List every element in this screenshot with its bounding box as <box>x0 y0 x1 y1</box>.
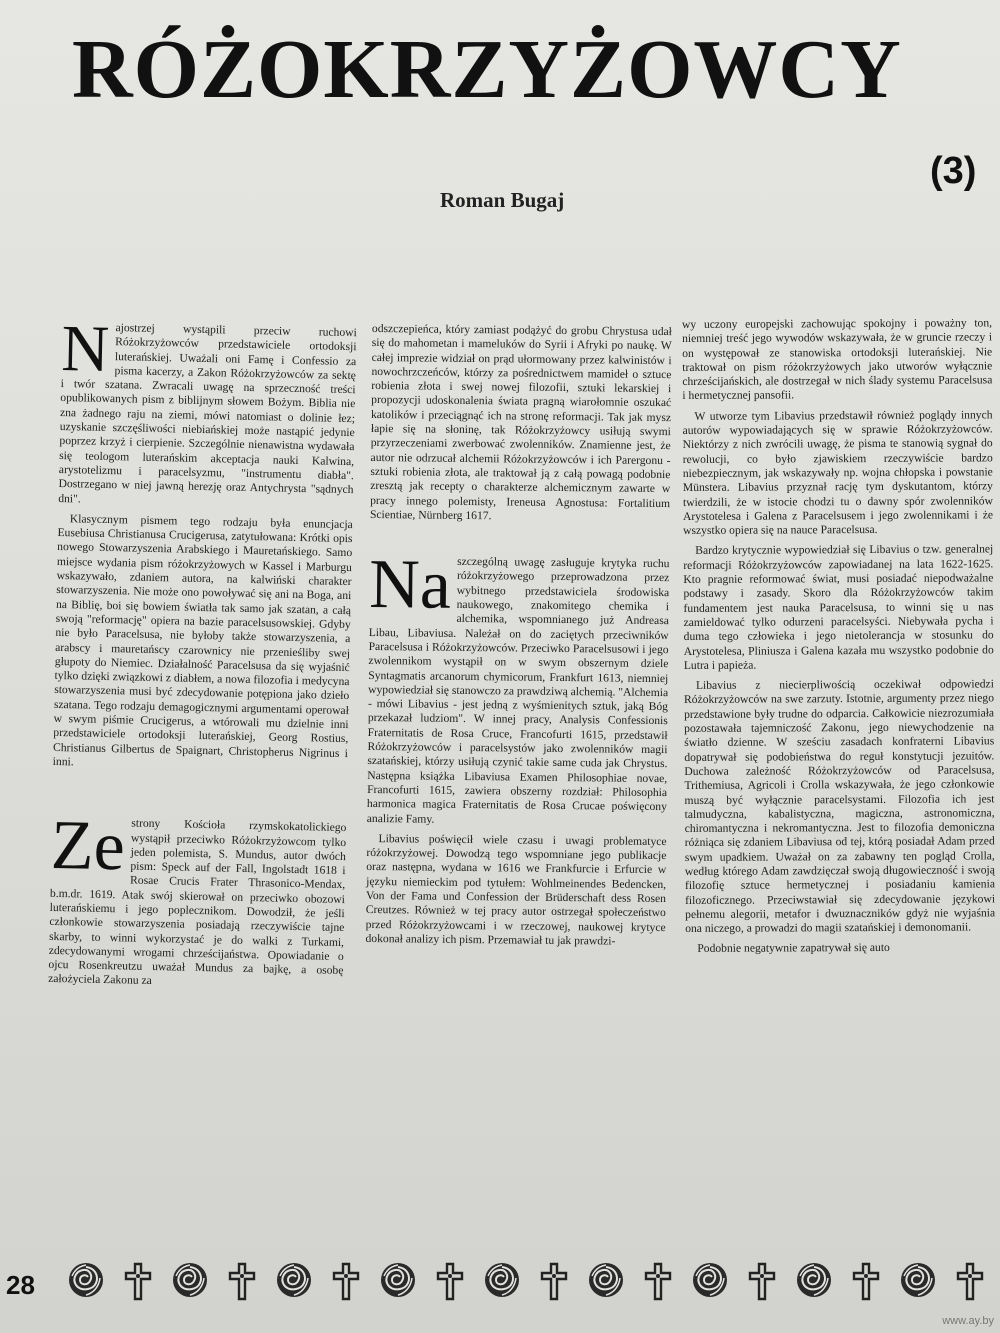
paragraph <box>366 546 670 829</box>
text-column-2 <box>365 322 672 955</box>
cross-icon <box>950 1258 990 1302</box>
rose-icon <box>690 1258 730 1302</box>
text-column-3 <box>682 316 995 962</box>
paragraph <box>48 807 347 993</box>
cross-icon <box>846 1258 886 1302</box>
rose-icon <box>274 1258 314 1302</box>
paragraph: W utworze tym Libavius przedstawił również poglądy innych autorów wypowiadających się w sprawie Różokrzyżowców. Niektórzy z nich zwrócili uwagę, że pisma te stanowią sygnał do rewolucji, co było zjawiskiem rzeczywiście bardzo niebezpiecznym, jak wskazywały np. wojna chłopska i powstanie Münstera. Libavius przyznał rację tym dyskutantom, którzy twierdzili, że w istocie chodzi tu o dawny spór zwolenników Arystotelesa i Galena z Paracelsusem i jego zwolennikami i że wszystko opiera się na nauce Paracelsusa. <box>682 408 994 538</box>
article-title: RÓŻOKRZYŻOWCY <box>72 23 902 116</box>
paragraph: Libavius poświęcił wiele czasu i uwagi problematyce różokrzyżowej. Dowodzą tego wspomniane jego publikacje oraz następna, wydana w 1616 we Frankfurcie i Erfurcie w języku niemieckim pod tytułem: Wohlmeinendes Bedencken, Von der Fama und Confession der Brüderschaft dess Rosen Creutzes. Również w tej pracy autor ostrzegał społeczeństwo przed Różokrzyżowcami i w rzeczowej, naukowej krytyce dokonał analizy ich pism. Przemawiał tu jak prawdzi- <box>365 831 667 948</box>
cross-icon <box>118 1258 158 1302</box>
paragraph: Libavius z niecierpliwością oczekiwał odpowiedzi Różokrzyżowców na swe zarzuty. Istotnie, argumenty przez niego przedstawione były trudne do odparcia. Całkowicie niezrozumiała pozostawała tajemniczość Zakonu, jego niewychodzenie na światło dzienne. W sześciu zasadach konfraterni Libavius dopatrywał się podobieństwa do reguł konstytucji jezuitów. Duchowa zależność Różokrzyżowców od Paracelsusa, Trithemiusa, Agricoli i Crolla wskazywała, że jego członkowie muszą być wyłącznie paracelsystami. Filozofia ich jest talmudyczna, kabalistyczna, magiczna, astronomiczna, chiromantyczna i nekromantyczna. Jest to filozofia demoniczna różniąca się zdaniem Libaviusa od tej, którą posiadał Adam przed swym upadkiem. Uważał on za zabawny ten pogląd Crolla, według którego Adam zawdzięczał swoją długowieczność i swoją filozofię sztuce hermetycznej i posiadaniu kamienia filozoficznego. Przeciwstawiał się zdecydowanie językowi pełnemu alegorii, metafor i dwuznaczników gdyż nie wyjaśnia ona niczego, a prowadzi do magii szatańskiej i demonomanii. <box>683 677 996 936</box>
rose-icon <box>66 1258 106 1302</box>
author-name: Roman Bugaj <box>440 188 565 212</box>
text-column-1 <box>48 312 357 999</box>
paragraph-text: szczególną uwagę zasługuje krytyka ruchu różokrzyżowego przeprowadzona przez wybitnego przedstawiciela środowiska naukowego, znakomitego chemika i alchemika, wspomnianego już Andreasa Libau, Libaviusa. Należał on do zaciętych przeciwników Paracelsusa i Różokrzyżowców. Przeciwko Paracelsusowi i jego zwolennikom wystąpił on w swym obszernym dziele Syntagmatis arcanorum chymicorum, Frankfurt 1613, niemniej wypowiedział się stanowczo za prawdziwą alchemią. "Alchemia - mówi Libavius - jest jedną z wyśmienitych sztuk, jaką Bóg przekazał ludziom". W innej pracy, Analysis Confessionis Fraternitatis de Rosa Cruce, Francofurti 1615, przedstawił Różokrzyżowców i paracelsystów jako zwolenników magii szatańskiej, którzy usiłują czynić takie same cuda jak Chrystus. Następna książka Libaviusa Examen Philosophiae novae, Francofurti 1615, zawiera obszerny rozdział: Philosophia harmonica magica Fraternitatis de Rosa Crucae poświęcony analizie Famy. <box>366 555 670 826</box>
paragraph <box>58 312 357 512</box>
drop-cap: Na <box>368 546 452 624</box>
paragraph-text: strony Kościoła rzymskokatolickiego wystąpił przeciwko Różokrzyżowcom tylko jeden polemista, S. Mundus, autor dwóch pism: Speck auf der Fall, Ingolstadt 1618 i Rosae Crucis Frater Thrasonico-Mendax, b.m.dr. 1619. Atak swój skierował on przeciwko obozowi luterańskiemu i jego poplecznikom. Dowodził, że jeśli członkowie stowarzyszenia posiadają rzeczywiście tajne skarby, to winni wykorzystać je do walki z Turkami, zdecydowanymi wrogami chrześcijaństwa. Opowiadanie o ojcu Rosenkreutzu uważał Mundus za bajkę, a osobę założyciela Zakonu za <box>48 816 347 988</box>
ornament-border <box>66 1250 1000 1310</box>
cross-icon <box>430 1258 470 1302</box>
rose-icon <box>586 1258 626 1302</box>
drop-cap: Ze <box>50 807 126 886</box>
cross-icon <box>222 1258 262 1302</box>
drop-cap: N <box>60 312 110 386</box>
rose-icon <box>378 1258 418 1302</box>
paragraph: Podobnie negatywnie zapatrywał się auto <box>697 941 890 956</box>
rose-icon <box>482 1258 522 1302</box>
rose-icon <box>898 1258 938 1302</box>
watermark: www.ay.by <box>942 1315 994 1327</box>
cross-icon <box>326 1258 366 1302</box>
cross-icon <box>638 1258 678 1302</box>
paragraph: Klasycznym pismem tego rodzaju była enuncjacja Eusebiusa Christianusa Crucigerusa, zatytułowana: Krótki opis nowego Stowarzyszenia Arabskiego i Mauretańskiego. Samo miejsce wydania pism różokrzyżowych w Kassel i Marburgu wskazywało, zdaniem autora, na kalwiński charakter stowarzyszenia. Nie może ono powoływać się ani na Boga, ani na Biblię, boi się bowiem światła tak samo jak szatan, a całą swoją "reformację" opiera na bazie paracelsusowskiej. Gdyby nie było Paracelsusa, nie byłoby także stowarzyszenia, a arabscy i mauretańscy czarownicy nie przenieśliby swej głupoty do Niemiec. Działalność Paracelsusa da się wyjaśnić tylko dzięki związkowi z diabłem, a nowa filozofia i medycyna stowarzyszenia musi być zdecydowanie potępiona jako dzieło szatana. Tego rodzaju demagogicznymi argumentami operował w swym piśmie Crucigerus, a wtórowali mu dzielnie inni przedstawiciele ortodoksji luterańskiej, Georg Rostius, Christianus Gilbertus de Spaignart, Christopherus Nigrinus i inni. <box>52 512 353 769</box>
paragraph: wy uczony europejski zachowując spokojny i poważny ton, niemniej treść jego wywodów wskazywała, że w gruncie rzeczy i on występował ze stanowiska ortodoksji luterańskiej. Nie traktował on pism różokrzyżowych jako utworów wyłącznie chrześcijańskich, ale dostrzegał w nich ślady systemu Paracelsusa i hermetycznej pansofii. <box>682 316 993 403</box>
paragraph: odszczepieńca, który zamiast podążyć do grobu Chrystusa udał się do mahometan i mameluków do Syrii i Afryki po naukę. W całej imprezie widział on prąd ułormowany przez kalwinistów i nowochrzczeńców, którzy za pośrednictwem mamideł o sztuce robienia złota i swej nowej filozofii, sztuki lekarskiej i propozycji udoskonalenia świata pragną wiarołomnie oszukać katolików i przeciągnąć ich na stronę reformacji. Tak jak mysz łapie się na słoninę, tak Różokrzyżowcy usiłują swymi przyrzeczeniami zwerbować zwolenników. Znamienne jest, że autor nie odrzucał alchemii Różokrzyżowców i ich Parergonu - sztuki robienia złota, ale traktował ją z całą powagą podobnie zresztą jak recepty o charakterze alchemicznym zawarte w pracy innego polemisty, Ireneusa Agnostusa: Fortalitium Scientiae, Nürnberg 1617. <box>369 322 672 523</box>
cross-icon <box>534 1258 574 1302</box>
paragraph: Bardzo krytycznie wypowiedział się Libavius o tzw. generalnej reformacji Różokrzyżowców zapowiadanej na lata 1622-1625. Kto pragnie reformować świat, musi posiadać niepodważalne podstawy i zasady. Skoro dla Różokrzyżowców takim fundamentem jest nauka Paracelsusa, to winni się u nas zamieldować tylko odurzeni paracelsyści. Niebywała pycha i duma tego człowieka i jego nietolerancja w stosunku do Arystotelesa, Pliniusza i Galena kazała mu wszystko podobnie do Lutra i papieża. <box>683 542 994 672</box>
paragraph-text: ajostrzej wystąpili przeciw ruchowi Różokrzyżowców przedstawiciele ortodoksji luterańskiej. Uważali oni Famę i Confessio za pisma kacerzy, a Zakon Różokrzyżowców za sektę i twór szatana. Zwracali uwagę na sprzeczność treści opublikowanych pism z biblijnym słowem Bożym. Biblia nie zna żadnego raju na ziemi, mówi natomiast o dolinie łez; uzyskanie szczęśliwości niebiańskiej może nastąpić jedynie poprzez krzyż i cierpienie. Szczególnie nienawistna wydawała się teologom luterańskim akceptacja nauki Kalwina, arystotelizmu i paracelsyzmu, "instrumentu diabła". Dostrzegano w niej jawną herezję oraz Antychrysta "sądnych dni". <box>58 321 357 505</box>
rose-icon <box>794 1258 834 1302</box>
rose-icon <box>170 1258 210 1302</box>
cross-icon <box>742 1258 782 1302</box>
part-number: (3) <box>930 150 977 192</box>
page-number: 28 <box>6 1270 35 1300</box>
